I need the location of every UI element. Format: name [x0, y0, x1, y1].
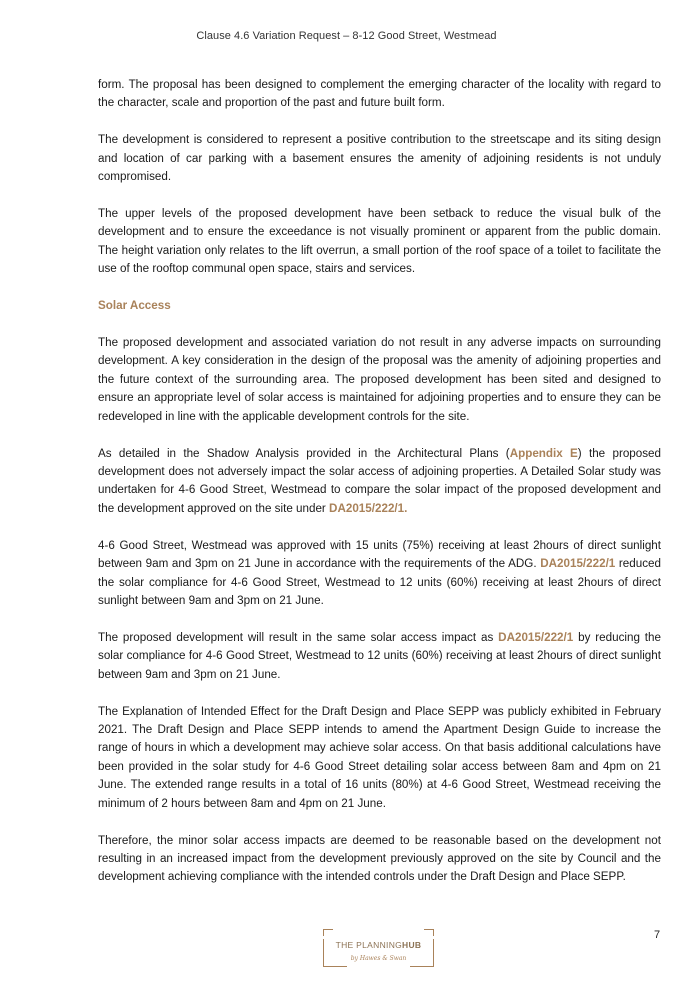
- paragraph: form. The proposal has been designed to complement the emerging character of the locality with regard to the character, scale and proportion of the past and future built form.: [98, 78, 661, 110]
- logo-bold-text: HUB: [402, 940, 422, 950]
- document-body: [98, 76, 661, 905]
- planning-hub-logo: [323, 929, 434, 967]
- da-reference-link[interactable]: DA2015/222/1: [498, 630, 574, 644]
- logo-main-text: THE PLANNING: [335, 940, 403, 950]
- logo-tagline: by Hawes & Swan: [350, 955, 407, 962]
- paragraph: [98, 629, 661, 684]
- da-reference-link[interactable]: DA2015/222/1: [540, 557, 616, 571]
- page-header: Clause 4.6 Variation Request – 8-12 Good Street, Westmead: [196, 30, 497, 42]
- section-heading-solar-access: Solar Access: [98, 299, 171, 313]
- text-run: reduced the solar compliance for 4-6 Good Street, Westmead to 12 units (60%) receiving at least 2hours of direct sunlight between 9am and 3pm on 21 June.: [98, 557, 661, 607]
- paragraph: [98, 537, 661, 611]
- paragraph: The development is considered to represent a positive contribution to the streetscape and its siting design and location of car parking with a basement ensures the amenity of adjoining residents is not unduly compromised.: [98, 133, 661, 184]
- paragraph: The Explanation of Intended Effect for the Draft Design and Place SEPP was publicly exhibited in February 2021. The Draft Design and Place SEPP intends to amend the Apartment Design Guide to increase the range of hours in which a development may achieve solar access. On that basis additional calculations have been provided in the solar study for 4-6 Good Street detailing solar access between 8am and 4pm on 21 June. The extended range results in a total of 16 units (80%) at 4-6 Good Street, Westmead receiving the minimum of 2 hours between 8am and 4pm on 21 June.: [98, 704, 661, 810]
- text-run: ) the proposed development does not adversely impact the solar access of adjoining properties. A Detailed Solar study was undertaken for 4-6 Good Street, Westmead to compare the solar impact of the proposed development and the development approved on the site under: [98, 446, 662, 515]
- paragraph: The upper levels of the proposed development have been setback to reduce the visual bulk of the development and to ensure the exceedance is not visually prominent or apparent from the public domain. The height variation only relates to the lift overrun, a small portion of the roof space of a toilet to facilitate the use of the rooftop communal open space, stairs and services.: [98, 207, 661, 276]
- appendix-e-link[interactable]: Appendix E: [509, 446, 578, 460]
- page-number: 7: [654, 929, 661, 941]
- paragraph: Therefore, the minor solar access impacts are deemed to be reasonable based on the development not resulting in an increased impact from the development previously approved on the site by Council and the development achieving compliance with the intended controls under the Draft Design and Place SEPP.: [98, 833, 661, 884]
- da-reference-link[interactable]: DA2015/222/1.: [329, 501, 408, 515]
- text-run: The proposed development will result in the same solar access impact as: [98, 630, 499, 644]
- text-run: As detailed in the Shadow Analysis provided in the Architectural Plans (: [98, 446, 510, 460]
- text-run: 4-6 Good Street, Westmead was approved with 15 units (75%) receiving at least 2hours of direct sunlight between 9am and 3pm on 21 June in accordance with the requirements of the ADG.: [98, 538, 661, 571]
- paragraph: The proposed development and associated variation do not result in any adverse impacts on surrounding development. A key consideration in the design of the proposal was the amenity of adjoining properties and the future context of the surrounding area. The proposed development has been sited and designed to ensure an appropriate level of solar access is maintained for adjoining properties and to ensure they can be redeveloped in line with the applicable development controls for the site.: [98, 336, 661, 423]
- logo-wordmark: [323, 940, 434, 950]
- paragraph: [98, 445, 661, 519]
- text-run: by reducing the solar compliance for 4-6 Good Street, Westmead to 12 units (60%) receiving at least 2hours of direct sunlight between 9am and 3pm on 21 June.: [98, 630, 661, 681]
